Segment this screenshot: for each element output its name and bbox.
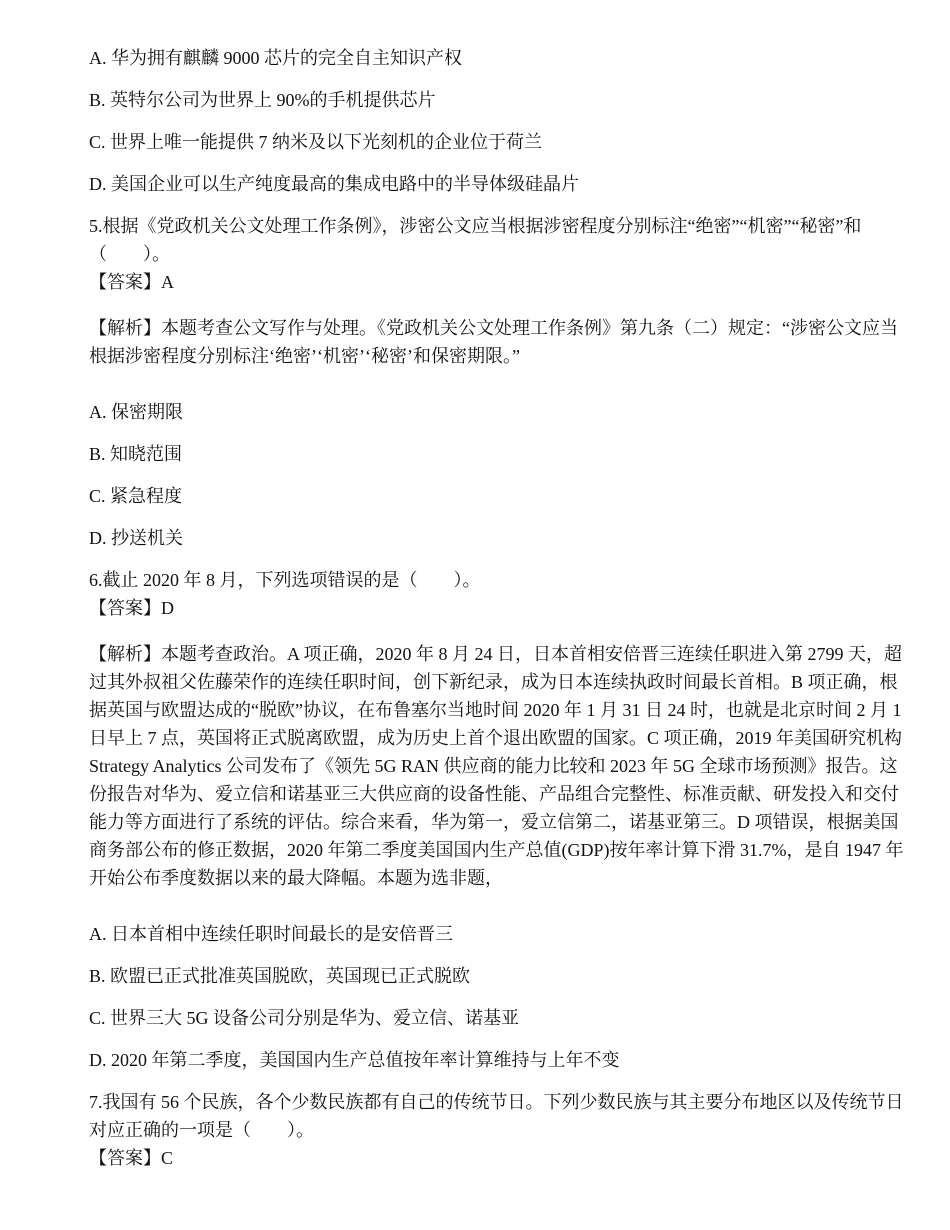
option-b: B. 欧盟已正式批准英国脱欧，英国现已正式脱欧 — [89, 966, 471, 986]
option-a: A. 华为拥有麒麟 9000 芯片的完全自主知识产权 — [89, 48, 462, 68]
question-6 — [89, 566, 909, 1074]
answer: 【答案】C — [89, 1148, 174, 1168]
question-7 — [89, 1088, 909, 1172]
question-text: 5.根据《党政机关公文处理工作条例》，涉密公文应当根据涉密程度分别标注“绝密”“机密”“秘密”和（ ）。 — [89, 216, 862, 264]
option-c: C. 紧急程度 — [89, 486, 183, 506]
option-d: D. 美国企业可以生产纯度最高的集成电路中的半导体级硅晶片 — [89, 174, 579, 194]
question-text: 7.我国有 56 个民族，各个少数民族都有自己的传统节日。下列少数民族与其主要分布地区以及传统节日对应正确的一项是（ ）。 — [89, 1092, 904, 1140]
option-b: B. 英特尔公司为世界上 90%的手机提供芯片 — [89, 90, 436, 110]
option-c: C. 世界三大 5G 设备公司分别是华为、爱立信、诺基亚 — [89, 1008, 520, 1028]
explanation: 【解析】本题考查政治。A 项正确，2020 年 8 月 24 日，日本首相安倍晋三连续任职进入第 2799 天，超过其外叔祖父佐藤荣作的连续任职时间，创下新纪录，成为日本连续执政时间最长首相。B 项正确，根据英国与欧盟达成的“脱欧”协议，在布鲁塞尔当地时间 2020 年 1 月 31 日 24 时，也就是北京时间 2 月 1 日早上 7 点，英国将正式脱离欧盟，成为历史上首个退出欧盟的国家。C 项正确，2019 年美国研究机构 Strategy Analytics 公司发布了《领先 5G RAN 供应商的能力比较和 2023 年 5G 全球市场预测》报告。这份报告对华为、爱立信和诺基亚三大供应商的设备性能、产品组合完整性、标准贡献、研发投入和交付能力等方面进行了系统的评估。综合来看，华为第一，爱立信第二，诺基亚第三。D 项错误，根据美国商务部公布的修正数据，2020 年第二季度美国国内生产总值(GDP)按年率计算下滑 31.7%，是自 1947 年开始公布季度数据以来的最大降幅。本题为选非题， — [89, 644, 904, 888]
option-b: B. 知晓范围 — [89, 444, 183, 464]
option-a: A. 日本首相中连续任职时间最长的是安倍晋三 — [89, 924, 453, 944]
question-text: 6.截止 2020 年 8 月，下列选项错误的是（ ）。 — [89, 570, 481, 590]
option-d: D. 2020 年第二季度，美国国内生产总值按年率计算维持与上年不变 — [89, 1050, 620, 1070]
option-a: A. 保密期限 — [89, 402, 183, 422]
answer: 【答案】A — [89, 272, 174, 292]
q4-options — [89, 44, 909, 198]
option-c: C. 世界上唯一能提供 7 纳米及以下光刻机的企业位于荷兰 — [89, 132, 543, 152]
question-5 — [89, 212, 909, 552]
answer: 【答案】D — [89, 598, 174, 618]
document-page — [89, 44, 909, 1172]
option-d: D. 抄送机关 — [89, 528, 183, 548]
explanation: 【解析】本题考查公文写作与处理。《党政机关公文处理工作条例》第九条（二）规定：“涉密公文应当根据涉密程度分别标注‘绝密’‘机密’‘秘密’和保密期限。” — [89, 318, 898, 366]
